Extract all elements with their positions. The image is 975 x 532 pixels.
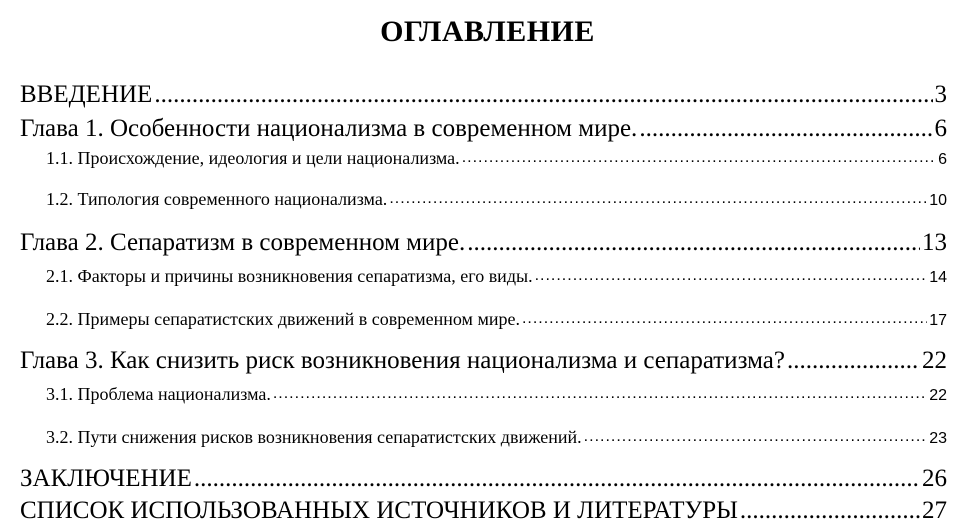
toc-entry-section-2-1[interactable] bbox=[46, 265, 947, 287]
dot-leader bbox=[639, 115, 932, 143]
toc-entry-text: ЗАКЛЮЧЕНИЕ bbox=[20, 465, 192, 492]
toc-entry-text: 1.2. Типология современного национализма. bbox=[46, 189, 388, 209]
toc-entry-references[interactable] bbox=[20, 497, 947, 525]
dot-leader bbox=[740, 497, 920, 525]
dot-leader bbox=[154, 81, 932, 109]
toc-entry-section-3-2[interactable] bbox=[46, 426, 947, 448]
toc-entry-text: Глава 2. Сепаратизм в современном мире. bbox=[20, 229, 466, 256]
toc-entry-chapter-2[interactable] bbox=[20, 229, 947, 257]
toc-entry-text: СПИСОК ИСПОЛЬЗОВАННЫХ ИСТОЧНИКОВ И ЛИТЕРАТУРЫ bbox=[20, 497, 738, 524]
toc-entry-conclusion[interactable] bbox=[20, 465, 947, 493]
toc-entry-page: 14 bbox=[929, 269, 947, 286]
toc-entry-page: 23 bbox=[929, 430, 947, 447]
dot-leader bbox=[273, 383, 927, 405]
toc-entry-text: Глава 1. Особенности национализма в современном мире. bbox=[20, 115, 638, 142]
toc-entry-text: 2.2. Примеры сепаратистских движений в современном мире. bbox=[46, 309, 520, 329]
toc-entry-page: 13 bbox=[922, 229, 947, 256]
toc-entry-page: 22 bbox=[922, 347, 947, 374]
toc-entry-page: 17 bbox=[929, 312, 947, 329]
toc-entry-section-3-1[interactable] bbox=[46, 383, 947, 405]
toc-entry-introduction[interactable] bbox=[20, 81, 947, 109]
toc-entry-text: 3.1. Проблема национализма. bbox=[46, 384, 271, 404]
toc-entry-page: 6 bbox=[934, 115, 947, 142]
toc-entry-chapter-3[interactable] bbox=[20, 347, 947, 375]
toc-entry-section-1-1[interactable] bbox=[46, 147, 947, 169]
dot-leader bbox=[389, 188, 927, 210]
dot-leader bbox=[462, 147, 936, 169]
toc-title: ОГЛАВЛЕНИЕ bbox=[380, 15, 595, 48]
dot-leader bbox=[584, 426, 928, 448]
toc-entry-chapter-1[interactable] bbox=[20, 115, 947, 143]
dot-leader bbox=[467, 229, 920, 257]
dot-leader bbox=[787, 347, 920, 375]
toc-entry-page: 6 bbox=[938, 151, 947, 168]
dot-leader bbox=[194, 465, 920, 493]
toc-entry-page: 10 bbox=[929, 192, 947, 209]
toc-entry-text: 1.1. Происхождение, идеология и цели национализма. bbox=[46, 148, 460, 168]
toc-entry-text: 3.2. Пути снижения рисков возникновения сепаратистских движений. bbox=[46, 427, 582, 447]
toc-entry-text: Глава 3. Как снизить риск возникновения национализма и сепаратизма? bbox=[20, 347, 785, 374]
toc-entry-page: 22 bbox=[929, 387, 947, 404]
toc-entry-page: 26 bbox=[922, 465, 947, 492]
dot-leader bbox=[535, 265, 928, 287]
toc-entry-page: 3 bbox=[934, 81, 947, 108]
toc-entry-section-2-2[interactable] bbox=[46, 308, 947, 330]
dot-leader bbox=[522, 308, 927, 330]
toc-entry-page: 27 bbox=[922, 497, 947, 524]
toc-entry-text: ВВЕДЕНИЕ bbox=[20, 81, 153, 108]
toc-entry-section-1-2[interactable] bbox=[46, 188, 947, 210]
toc-entry-text: 2.1. Факторы и причины возникновения сепаратизма, его виды. bbox=[46, 266, 533, 286]
